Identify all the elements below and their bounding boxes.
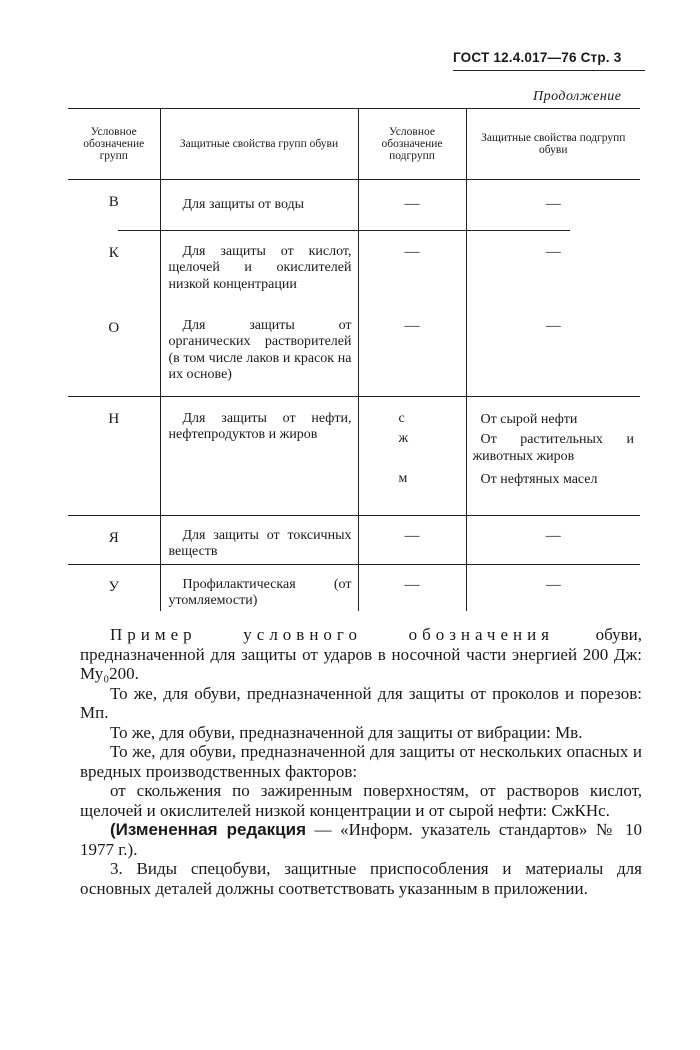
header-subgroup-properties: Защитные свойства подгрупп обуви	[466, 109, 640, 180]
group-code: В	[108, 194, 119, 210]
amendment-label: (Измененная редакция	[110, 820, 306, 839]
group-code: У	[108, 578, 120, 595]
continuation-label: Продолжение	[533, 89, 622, 104]
subgroup-properties: —	[466, 231, 640, 306]
table-row	[68, 180, 640, 230]
group-code: Н	[108, 410, 120, 427]
subgroup-properties: —	[466, 306, 640, 396]
group-description-text: Для защиты от токсичных веществ	[168, 527, 352, 559]
header-group-code: Условное обозначение групп	[68, 109, 160, 180]
subgroup-code: с	[398, 410, 405, 426]
group-description	[160, 231, 358, 306]
example-paragraph	[80, 625, 642, 684]
amendment-note	[80, 820, 642, 859]
table-row	[68, 306, 640, 396]
table-header-row	[68, 109, 640, 180]
group-description-text: Для защиты от органических растворителей (в том числе лаков и красок на их основе)	[168, 317, 352, 382]
group-description	[160, 180, 358, 230]
header-subgroup-code: Условное обозначение подгрупп	[358, 109, 466, 180]
group-code: К	[108, 244, 119, 261]
group-description	[160, 397, 358, 515]
group-description-text: Для защиты от воды	[182, 197, 305, 212]
header-group-properties: Защитные свойства групп обуви	[160, 109, 358, 180]
vibration-paragraph: То же, для обуви, предназначенной для защиты от вибрации: Мв.	[110, 722, 583, 742]
group-description-text: Для защиты от кислот, щелочей и окислителей низкой концентрации	[168, 243, 352, 292]
group-description-text: Для защиты от нефти, нефтепродуктов и жиров	[168, 410, 352, 442]
group-description	[160, 306, 358, 396]
subgroup-codes	[358, 397, 466, 515]
several-factors-detail: от скольжения по зажиренным поверхностям, от растворов кислот, щелочей и окислителей низкой концентрации и от сырой нефти: СжКНс.	[80, 781, 642, 820]
subgroup-code: —	[358, 565, 466, 611]
group-code: О	[108, 319, 120, 336]
subgroup-code: —	[358, 306, 466, 396]
example-lead: Пример условного обозначения	[110, 625, 555, 644]
table-row	[68, 516, 640, 564]
subgroup-code: —	[358, 516, 466, 564]
subgroup-property: От сырой нефти	[480, 411, 578, 427]
subgroup-code: —	[358, 180, 466, 230]
body-text	[80, 625, 642, 898]
subgroup-properties: —	[466, 516, 640, 564]
subgroup-property: От растительных и животных жиров	[472, 431, 634, 464]
subgroup-properties: —	[466, 180, 640, 230]
subgroup-code: ж	[398, 430, 409, 446]
header-rule	[453, 70, 645, 71]
subgroup-code: —	[358, 231, 466, 306]
group-description	[160, 565, 358, 611]
table-row	[68, 565, 640, 611]
subgroup-property: От нефтяных масел	[480, 471, 598, 487]
subgroup-properties-list	[466, 397, 640, 515]
several-factors-paragraph: То же, для обуви, предназначенной для защиты от нескольких опасных и вредных производственных факторов:	[80, 742, 642, 781]
clause-3: 3. Виды спецобуви, защитные приспособления и материалы для основных деталей должны соответствовать указанным в приложении.	[80, 859, 642, 898]
example-rest: обуви, предназначенной для защиты от ударов в носочной части энергией 200 Дж: Му₀200.	[80, 625, 642, 683]
group-description-text: Профилактическая (от утомляемости)	[168, 576, 352, 608]
page-header: ГОСТ 12.4.017—76 Стр. 3	[453, 50, 622, 65]
footwear-groups-table	[68, 108, 640, 611]
table-row	[68, 231, 640, 306]
amendment-rest: — «Информ. указатель стандартов» № 10 1977 г.).	[80, 820, 642, 859]
group-code: Я	[108, 529, 119, 546]
group-description	[160, 516, 358, 564]
subgroup-properties: —	[466, 565, 640, 611]
punctures-paragraph: То же, для обуви, предназначенной для защиты от проколов и порезов: Мп.	[80, 683, 642, 722]
subgroup-code: м	[398, 470, 408, 486]
table-row	[68, 397, 640, 515]
